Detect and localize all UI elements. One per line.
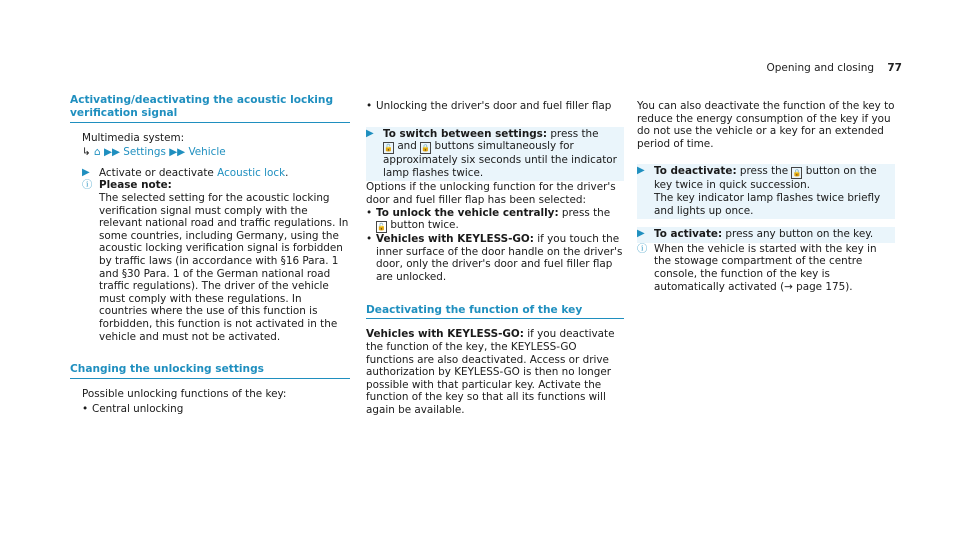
acoustic-lock-link: Acoustic lock — [217, 166, 286, 179]
option-text: press the — [558, 206, 611, 219]
lock-key-icon: 🔒 — [421, 144, 431, 153]
note-block — [70, 179, 350, 343]
action-arrow-icon: ▶ — [82, 166, 90, 178]
heading-unlocking-settings: Changing the unlocking settings — [70, 363, 350, 379]
keyless-paragraph — [366, 328, 624, 416]
action-suffix: . — [285, 166, 289, 179]
bullet-unlock-centrally — [366, 207, 624, 234]
action-step — [70, 167, 350, 180]
option-text: if you touch the inner surface of the door handle on the driver's door, only the driver's door and fuel filler flap are unlocked. — [376, 233, 623, 283]
intro-text: Multimedia system: — [82, 131, 185, 144]
home-icon: ⌂ — [94, 146, 101, 159]
heading-deactivating-key: Deactivating the function of the key — [366, 304, 624, 320]
path-separator-icon: ▶▶ — [103, 146, 120, 159]
unlock-key-icon: 🔓 — [377, 223, 386, 232]
action-text: Activate or deactivate — [99, 166, 218, 179]
info-icon: ⓘ — [82, 179, 93, 192]
column-middle — [366, 100, 624, 416]
bullet-text: Unlocking the driver's door and fuel filler flap — [376, 100, 612, 112]
path-separator-icon: ▶▶ — [169, 146, 186, 159]
activate-text: press any button on the key. — [722, 228, 874, 241]
lock-key-icon: 🔒 — [792, 169, 802, 178]
info-icon: ⓘ — [637, 242, 648, 255]
bullet-icon: • — [366, 206, 373, 219]
activate-label: To activate: — [654, 228, 723, 241]
heading-acoustic-locking: Activating/deactivating the acoustic locking verification signal — [70, 94, 350, 123]
action-arrow-icon: ▶ — [637, 165, 645, 177]
column-left — [70, 94, 350, 416]
section-title: Opening and closing — [766, 62, 875, 74]
unlock-key-icon: 🔓 — [384, 144, 393, 153]
keyless-label: Vehicles with KEYLESS-GO: — [366, 328, 524, 341]
note-title: Please note: — [99, 179, 172, 192]
activate-step — [637, 227, 895, 243]
note-block — [637, 243, 895, 293]
bullet-icon: • — [366, 233, 373, 246]
switch-text-rest: buttons simultaneously for approximately six seconds until the indicator lamp flashes twice. — [383, 140, 617, 179]
bullet-icon: • — [366, 100, 373, 112]
possible-functions-text: Possible unlocking functions of the key: — [82, 387, 287, 400]
path-start-icon: ↳ — [82, 146, 91, 159]
menu-path — [82, 146, 350, 159]
switch-label: To switch between settings: — [383, 127, 548, 140]
column-right — [637, 100, 895, 293]
switch-text: press the — [547, 127, 599, 140]
switch-step — [366, 127, 624, 182]
deactivate-text-rest: button on the key twice in quick succession. — [654, 165, 877, 192]
keyless-text: if you deactivate the function of the key, the KEYLESS-GO functions are also deactivated. Access or drive authorization by KEYLESS-GO is then no longer possible with that particular key. Activate the function of the key so that all its functions will again be available. — [366, 328, 615, 416]
deactivate-text: press the — [736, 165, 789, 178]
page-header — [766, 62, 902, 74]
path-settings: Settings — [123, 146, 166, 159]
page-number: 77 — [887, 62, 902, 74]
options-text: Options if the unlocking function for the driver's door and fuel filler flap has been selected: — [366, 181, 616, 206]
bullet-keyless-go — [366, 233, 624, 283]
option-label: To unlock the vehicle centrally: — [376, 206, 559, 219]
action-arrow-icon: ▶ — [366, 127, 374, 139]
deactivate-label: To deactivate: — [654, 165, 737, 178]
bullet-text: Central unlocking — [92, 403, 184, 416]
path-vehicle: Vehicle — [188, 146, 226, 159]
deactivate-step — [637, 164, 895, 219]
intro-paragraph: You can also deactivate the function of the key to reduce the energy consumption of the key if you do not use the vehicle or a key for an extended period of time. — [637, 100, 895, 150]
switch-text-and: and — [397, 140, 417, 153]
bullet-driver-door — [366, 100, 624, 113]
option-text-rest: button twice. — [390, 219, 459, 232]
bullet-icon: • — [82, 403, 89, 416]
action-arrow-icon: ▶ — [637, 228, 645, 240]
note-text: The selected setting for the acoustic locking verification signal must comply with the relevant national road and traffic regulations. In some countries, including Germany, using the acoustic locking verification signal is forbidden by traffic laws (in accordance with §16 Para. 1 and §30 Para. 1 of the German national road traffic regulations). The driver of the vehicle must comply with these regulations. In countries where the use of this function is forbidden, this function is not activated in the vehicle and must not be activated. — [99, 191, 349, 343]
deactivate-result: The key indicator lamp flashes twice briefly and lights up once. — [654, 191, 881, 217]
note-text: When the vehicle is started with the key in the stowage compartment of the centre console, the function of the key is automatically activated (→ page 175). — [654, 242, 877, 293]
option-label: Vehicles with KEYLESS-GO: — [376, 233, 534, 246]
bullet-central-unlocking — [70, 403, 350, 416]
